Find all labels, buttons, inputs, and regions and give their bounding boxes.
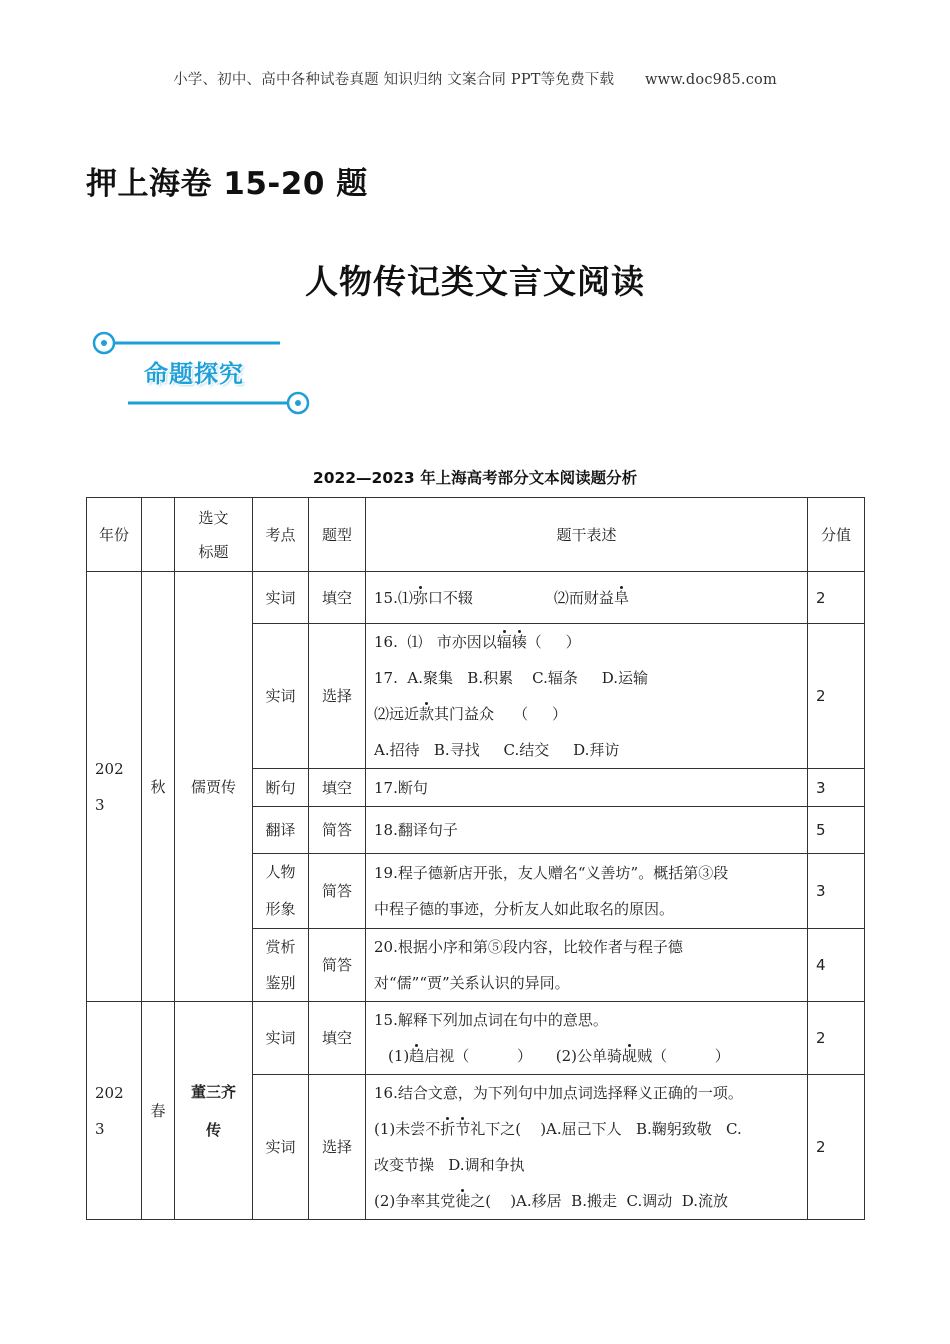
- table-row: [87, 572, 865, 624]
- table-row: [87, 1002, 865, 1075]
- stem-line: 中程子德的事迹，分析友人如此取名的原因。: [374, 900, 675, 918]
- table-caption: 2022—2023 年上海高考部分文本阅读题分析: [312, 469, 638, 487]
- cell-type: 简答: [309, 854, 366, 929]
- header-text: 小学、初中、高中各种试卷真题 知识归纳 文案合同 PPT等免费下载: [173, 72, 615, 88]
- group1-title: 儒贾传: [175, 572, 253, 1002]
- cell-point: 实词: [253, 624, 309, 769]
- cell-point: 实词: [253, 572, 309, 624]
- stem-line: 20.根据小序和第⑤段内容，比较作者与程子德: [374, 938, 683, 956]
- page-header: [0, 68, 950, 89]
- cell-stem: 15.解释下列加点词在句中的意思。 (1)趋启视（ ） (2)公单骑觇贼（ ）: [366, 1002, 808, 1075]
- cell-point: 实词: [253, 1075, 309, 1220]
- header-title: 选文 标题: [175, 498, 253, 572]
- cell-stem: [366, 854, 808, 929]
- cell-point: 翻译: [253, 807, 309, 854]
- header-score: 分值: [808, 498, 865, 572]
- cell-score: 2: [808, 624, 865, 769]
- cell-stem: 16. ⑴ 市亦因以辐辏（ ） 17. A.聚集 B.积累 C.辐条 D.运输 ⑵远近款其门益众 （ ） A.招待 B.寻找 C.结交 D.拜访: [366, 624, 808, 769]
- banner-label: 命题探究: [144, 360, 244, 388]
- group2-title: 董三齐 传: [175, 1002, 253, 1220]
- analysis-table: [86, 497, 865, 1220]
- header-stem: 题干表述: [366, 498, 808, 572]
- cell-score: 3: [808, 769, 865, 807]
- cell-stem: 15.⑴弥口不辍 ⑵而财益阜: [366, 572, 808, 624]
- banner-dot-right: [295, 400, 301, 406]
- cell-stem: 17.断句: [366, 769, 808, 807]
- cell-score: 2: [808, 572, 865, 624]
- stem-line: 19.程子德新店开张，友人赠名“义善坊”。概括第③段: [374, 864, 729, 882]
- group2-season: 春: [142, 1002, 175, 1220]
- group1-season: 秋: [142, 572, 175, 1002]
- cell-type: 简答: [309, 929, 366, 1002]
- cell-type: 选择: [309, 624, 366, 769]
- cell-stem: [366, 929, 808, 1002]
- cell-type: 简答: [309, 807, 366, 854]
- cell-point: 赏析 鉴别: [253, 929, 309, 1002]
- header-point: 考点: [253, 498, 309, 572]
- cell-score: 5: [808, 807, 865, 854]
- cell-point: 实词: [253, 1002, 309, 1075]
- cell-stem: 18.翻译句子: [366, 807, 808, 854]
- stem-line: 对“儒”“贾”关系认识的异同。: [374, 974, 570, 992]
- cell-score: 4: [808, 929, 865, 1002]
- banner-dot-left: [101, 340, 107, 346]
- cell-score: 3: [808, 854, 865, 929]
- header-year: 年份: [87, 498, 142, 572]
- cell-type: 填空: [309, 572, 366, 624]
- cell-point: 断句: [253, 769, 309, 807]
- header-type: 题型: [309, 498, 366, 572]
- table-header-row: [87, 498, 865, 572]
- page-subtitle: 人物传记类文言文阅读: [305, 262, 645, 301]
- page-title: 押上海卷 15-20 题: [86, 166, 368, 202]
- cell-type: 填空: [309, 1002, 366, 1075]
- group2-year: 2023: [87, 1002, 142, 1220]
- header-season: [142, 498, 175, 572]
- cell-score: 2: [808, 1002, 865, 1075]
- cell-type: 选择: [309, 1075, 366, 1220]
- group1-year: 2023: [87, 572, 142, 1002]
- cell-stem: 16.结合文意，为下列句中加点词选择释义正确的一项。 (1)未尝不折节礼下之( )A.屈己下人 B.鞠躬致敬 C. 改变节操 D.调和争执 (2)争率其党徙之( )A.移居 B.搬走 C.调动 D.流放: [366, 1075, 808, 1220]
- cell-type: 填空: [309, 769, 366, 807]
- cell-score: 2: [808, 1075, 865, 1220]
- cell-point: 人物 形象: [253, 854, 309, 929]
- header-site[interactable]: www.doc985.com: [644, 72, 777, 88]
